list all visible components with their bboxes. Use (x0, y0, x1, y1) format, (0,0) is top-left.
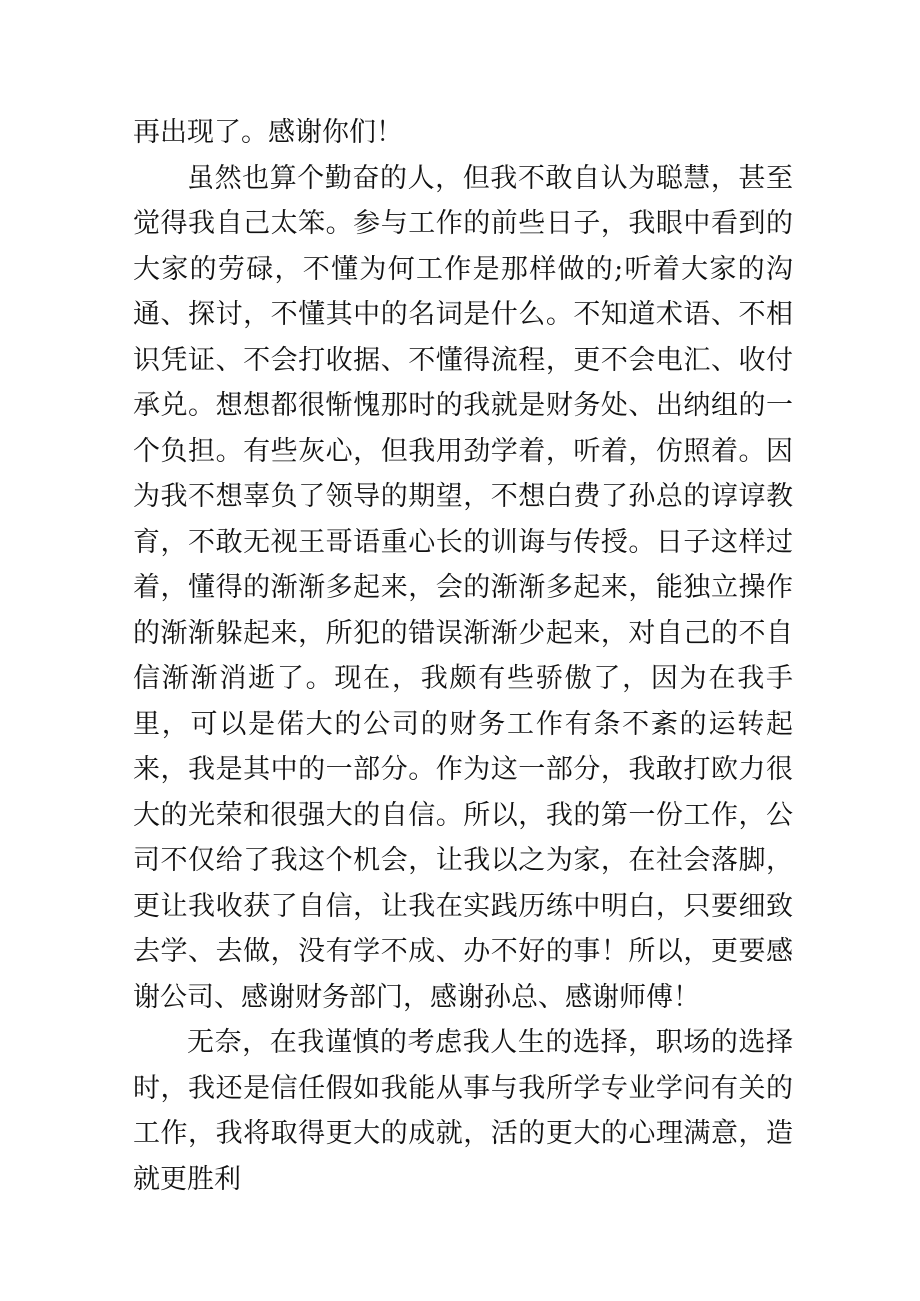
paragraph-continuation: 再出现了。感谢你们！ (133, 117, 403, 148)
document-body (133, 110, 793, 1202)
paragraph-career-choice: 无奈，在我谨慎的考虑我人生的选择，职场的选择时，我还是信任假如我能从事与我所学专业学问有关的工作，我将取得更大的成就，活的更大的心理满意，造就更胜利 (133, 1027, 793, 1195)
paragraph-diligence: 虽然也算个勤奋的人，但我不敢自认为聪慧，甚至觉得我自己太笨。参与工作的前些日子，我眼中看到的大家的劳碌，不懂为何工作是那样做的;听着大家的沟通、探讨，不懂其中的名词是什么。不知道术语、不相识凭证、不会打收据、不懂得流程，更不会电汇、收付承兑。想想都很惭愧那时的我就是财务处、出纳组的一个负担。有些灰心，但我用劲学着，听着，仿照着。因为我不想辜负了领导的期望，不想白费了孙总的谆谆教育，不敢无视王哥语重心长的训诲与传授。日子这样过着，懂得的渐渐多起来，会的渐渐多起来，能独立操作的渐渐躲起来，所犯的错误渐渐少起来，对自己的不自信渐渐消逝了。现在，我颇有些骄傲了，因为在我手里，可以是偌大的公司的财务工作有条不紊的运转起来，我是其中的一部分。作为这一部分，我敢打欧力很大的光荣和很强大的自信。所以，我的第一份工作，公司不仅给了我这个机会，让我以之为家，在社会落脚，更让我收获了自信，让我在实践历练中明白，只要细致去学、去做，没有学不成、办不好的事！所以，更要感谢公司、感谢财务部门，感谢孙总、感谢师傅！ (133, 162, 793, 1013)
